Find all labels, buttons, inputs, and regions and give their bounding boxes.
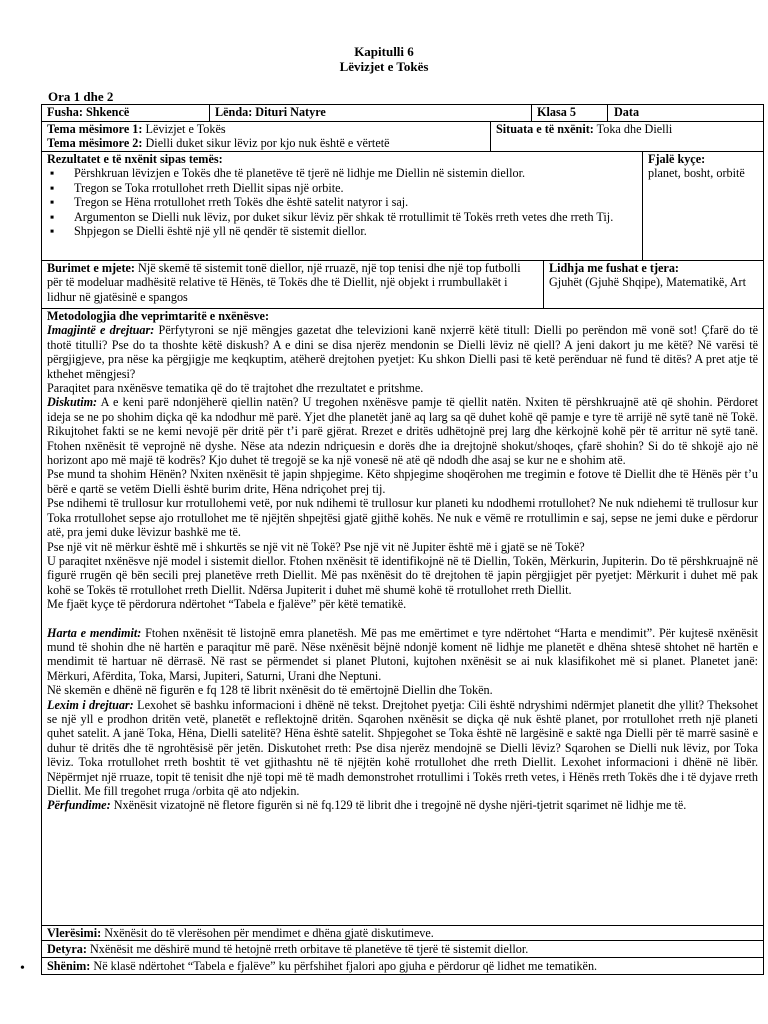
assessment-value: Nxënësit do të vlerësohen për mendimet e dhëna gjatë diskutimeve.: [101, 926, 434, 940]
mind-map-label: Harta e mendimit:: [47, 625, 142, 640]
discussion-label: Diskutim:: [47, 395, 98, 410]
class-cell: Klasa 5: [532, 105, 608, 121]
result-item: ▪ Tregon se Hëna rrotullohet rreth Tokës dhe është satelit natyror i saj.: [47, 195, 637, 209]
results-row: [41, 151, 764, 261]
links-cell: [544, 261, 763, 308]
topic1-value: Lëvizjet e Tokës: [142, 122, 226, 136]
resources-cell: [42, 261, 544, 308]
guided-reading-label: Lexim i drejtuar:: [47, 697, 134, 712]
methodology-paragraph: U paraqitet nxënësve një model i sistemit diellor. Ftohen nxënësit të identifikojnë në të Diellin, Tokën, Mërkurin, Jupiterin. Do të përshkruajnë në figurë rrugën që bën secili prej planetëve rreth Diellit. Më pas nxënësit do të drejtohen të japin përgjigjet për pyetjet: Mërkurit i duhet më pak kohë se Tokës të rrotullohet rreth Diellit. Ndërsa Jupiterit i duhet më shumë kohë të rrotullohet rreth Diellit.: [47, 553, 758, 597]
homework-label: Detyra:: [47, 942, 87, 956]
situation-value: Toka dhe Dielli: [593, 122, 673, 136]
guided-imagination-label: Imagjintë e drejtuar:: [47, 323, 155, 338]
results-cell: [42, 152, 643, 260]
resources-label: Burimet e mjete:: [47, 261, 135, 275]
homework-cell: [42, 941, 763, 957]
methodology-paragraph: Diskutim: A e keni parë ndonjëherë qiellin natën? U tregohen nxënësve pamje të qiellit natën. Nxiten të përshkruajnë atë që shohin. Përdoret ideja se ne po shohim diçka që ka ndodhur më parë. Yjet dhe planetët janë aq larg sa që duhet kohë që pamje e tyre të arrijë në sytë tanë në Tokë. Rikujtohet fakti se ne kemi nevojë për dritë për t’i parë gjërat. Rrezet e dritës udhëtojnë prej larg dhe kërkojnë kohë për të arritur në sytë tanë. Ftohen nxënësit të veprojnë në dyshe. Nëse ata ndezin ndriçuesin e dorës dhe ia drejtojnë shokut/shoqes, çfarë shohin? Si do të shkojë ajo në horizont apo më majë të kodrës? Kjo duhet të tregojë se ka një vonesë në atë që ndodh dhe asaj se kur ne e shohim atë.: [47, 395, 758, 468]
keywords-value: planet, bosht, orbitë: [648, 166, 745, 181]
topic2-value: Dielli duket sikur lëviz por kjo nuk është e vërtetë: [142, 136, 390, 151]
resources-value: Një skemë të sistemit tonë diellor, një rruazë, një top tenisi dhe një top futbolli për të modeluar madhësitë relative të Hënës, të Tokës dhe të Diellit, një objekt i rrumbullakët i lidhur në gjatësinë e spangos: [47, 261, 521, 304]
assessment-label: Vlerësimi:: [47, 926, 102, 940]
methodology-heading: Metodologjia dhe veprimtaritë e nxënësve:: [47, 309, 270, 323]
chapter-heading: [0, 44, 768, 74]
result-item: ▪ Shpjegon se Dielli është një yll në qendër të sistemit diellor.: [47, 224, 637, 238]
note-value: Në klasë ndërtohet “Tabela e fjalëve” ku përfshihet fjalori apo gjuha e përdorur që lidhet me tematikën.: [90, 959, 598, 973]
methodology-paragraph: Pse ndihemi të trullosur kur rrotullohemi vetë, por nuk ndihemi të trullosur kur planeti ku ndodhemi rrotullohet? Ne nuk ndiehemi të trullosur kur Toka rrotullohet sepse ajo rrotullohet me të njëjtën shpejtësi gjatë gjithë kohës. Ne nuk e vëmë re rrotullimin e saj, sepse ne jemi duke e përdorur atë, pra jemi duke lëvizur bashkë me të.: [47, 496, 758, 540]
methodology-paragraph: Paraqitet para nxënësve tematika që do të trajtohet dhe rrezultatet e pritshme.: [47, 381, 424, 396]
situation-cell: [491, 122, 763, 151]
topics-cell: [42, 122, 491, 151]
situation-label: Situata e të nxënit:: [496, 122, 594, 136]
paragraph-gap: [47, 612, 758, 626]
results-list: [47, 166, 637, 238]
results-heading: Rezultatet e të nxënit sipas temës:: [47, 152, 223, 166]
keywords-label: Fjalë kyçe:: [648, 152, 706, 166]
field-cell: Fusha: Shkencë: [42, 105, 210, 121]
links-label: Lidhja me fushat e tjera:: [549, 261, 679, 275]
assessment-cell: [42, 926, 763, 940]
bullet-icon: •: [20, 961, 25, 976]
topic1-label: Tema mësimore 1:: [47, 122, 143, 136]
topic2-label: Tema mësimore 2:: [47, 136, 143, 151]
methodology-paragraph: Harta e mendimit: Ftohen nxënësit të listojnë emra planetësh. Më pas me emërtimet e tyre ndërtohet “Harta e mendimit”. Për kujtesë nxënësit mund të shohin dhe në hartën e paraqitur më parë. Nëse nxënësit bëjnë ndonjë koment në lidhje me planetët e dhëna shtesë shtohet në hartën e mendimit të hartuar në dërrasë. Në rast se përmendet si planet Plutoni, kujtohen nxënësit se ai nuk klasifikohet më si planet. Planetet janë: Mërkuri, Afërdita, Toka, Marsi, Jupiteri, Saturni, Urani dhe Neptuni.: [47, 625, 758, 683]
result-item: ▪ Tregon se Toka rrotullohet rreth Diellit sipas një orbite.: [47, 181, 637, 195]
topics-row: [41, 121, 764, 152]
note-label: Shënim:: [47, 959, 91, 973]
result-item: ▪ Përshkruan lëvizjen e Tokës dhe të planetëve të tjerë në lidhje me Diellin në sistemin diellor.: [47, 166, 637, 180]
links-value: Gjuhët (Gjuhë Shqipe), Matematikë, Art: [549, 275, 746, 290]
homework-row: [41, 940, 764, 958]
subject-cell: Lënda: Dituri Natyre: [210, 105, 532, 121]
methodology-paragraph: Imagjintë e drejtuar: Përfytyroni se një mëngjes gazetat dhe televizioni kanë nxjerrë këtë titull: Dielli po perëndon më vonë sot! Çfarë do të thotë titulli? Pse do ta thoshte këtë diskush? A e dini se disa njerëz mendonin se Dielli lëviz në qiell? A jeni dakort ju me këtë? Në varësi të përgjigjeve, pra nëse ka përgjigje me keqkuptim, atëherë drejtohen pyetjet: Ku shkon Dielli pasi të ketë perënduar në fund të ditës? A pret atje të kthehet mëngjesi?: [47, 323, 758, 381]
result-item: ▪ Argumenton se Dielli nuk lëviz, por duket sikur lëviz për shkak të rrotullimit të Tokës rreth vetes dhe rreth Tij.: [47, 210, 637, 224]
methodology-paragraph: Në skemën e dhënë në figurën e fq 128 të librit nxënësit do të emërtojnë Diellin dhe Tokën.: [47, 683, 493, 698]
methodology-cell: [42, 309, 763, 925]
assessment-row: [41, 925, 764, 941]
lesson-hours: Ora 1 dhe 2: [48, 89, 114, 104]
conclusions-label: Përfundime:: [47, 798, 111, 813]
date-cell: Data: [614, 105, 640, 119]
homework-value: Nxënësit me dëshirë mund të hetojnë rreth orbitave të planetëve të tjerë të sistemit diellor.: [86, 942, 529, 956]
chapter-subtitle: Lëvizjet e Tokës: [339, 59, 429, 74]
methodology-paragraph: Përfundime: Nxënësit vizatojnë në fletore figurën si në fq.129 të librit dhe i tregojnë në dyshe njëri-tjetrit sqarimet në lidhje me të.: [47, 798, 687, 813]
chapter-title: Kapitulli 6: [354, 44, 414, 59]
note-row: [41, 957, 764, 975]
methodology-paragraph: Pse një vit në mërkur është më i shkurtës se një vit në Tokë? Pse një vit në Jupiter është më i gjatë se në Tokë?: [47, 539, 585, 554]
methodology-row: [41, 308, 764, 926]
note-cell: [42, 958, 763, 974]
methodology-paragraph: Me fjaët kyçe të përdorura ndërtohet “Tabela e fjalëve” për këtë tematikë.: [47, 597, 407, 612]
keywords-cell: [643, 152, 763, 260]
resources-row: [41, 260, 764, 309]
methodology-paragraph: Pse mund ta shohim Hënën? Nxiten nxënësit të japin shpjegime. Këto shpjegime shoqërohen me tregimin e fotove të Diellit dhe të Hënës për t’u bërë e qartë se vetëm Dielli është burim drite, Hëna ndriçohet prej tij.: [47, 467, 758, 496]
methodology-paragraph: Lexim i drejtuar: Lexohet së bashku informacioni i dhënë në tekst. Drejtohet pyetja: Cili është ndryshimi ndërmjet planetit dhe yllit? Theksohet se një yll e prodhon dritën vetë, planetët e reflektojnë dritën. Sqarohen nxënësit se diçka që nuk është planet, por rrotullohet rreth një planeti quhet satelit. A janë Toka, Hëna, Dielli satelitë? Hëna është satelit. Shpjegohet se Toka është në largësinë e saktë nga Dielli për të marrë sasinë e duhur të dritës dhe të ngrohtësisë për jetën. Diskutohet rreth: Pse disa njerëz mendojnë se Dielli lëviz? Sqarohen se Dielli nuk lëviz, por Toka lëviz. Toka rrotullohet rreth boshtit të vet gjithashtu në të njëjtën kohë rrotullohet dhe rreth Diellit. Lexohet informacioni i dhënë në libër. Nëpërmjet një rruaze, topit të tenisit dhe një topi më të madh demonstrohet rrotullimi i Tokës rreth vetes, i Hënës rreth Tokës dhe i të dyjave rreth Diellit. Me fill tregohet rruga /orbita që ato ndjekin.: [47, 697, 758, 798]
header-row: [41, 104, 764, 122]
